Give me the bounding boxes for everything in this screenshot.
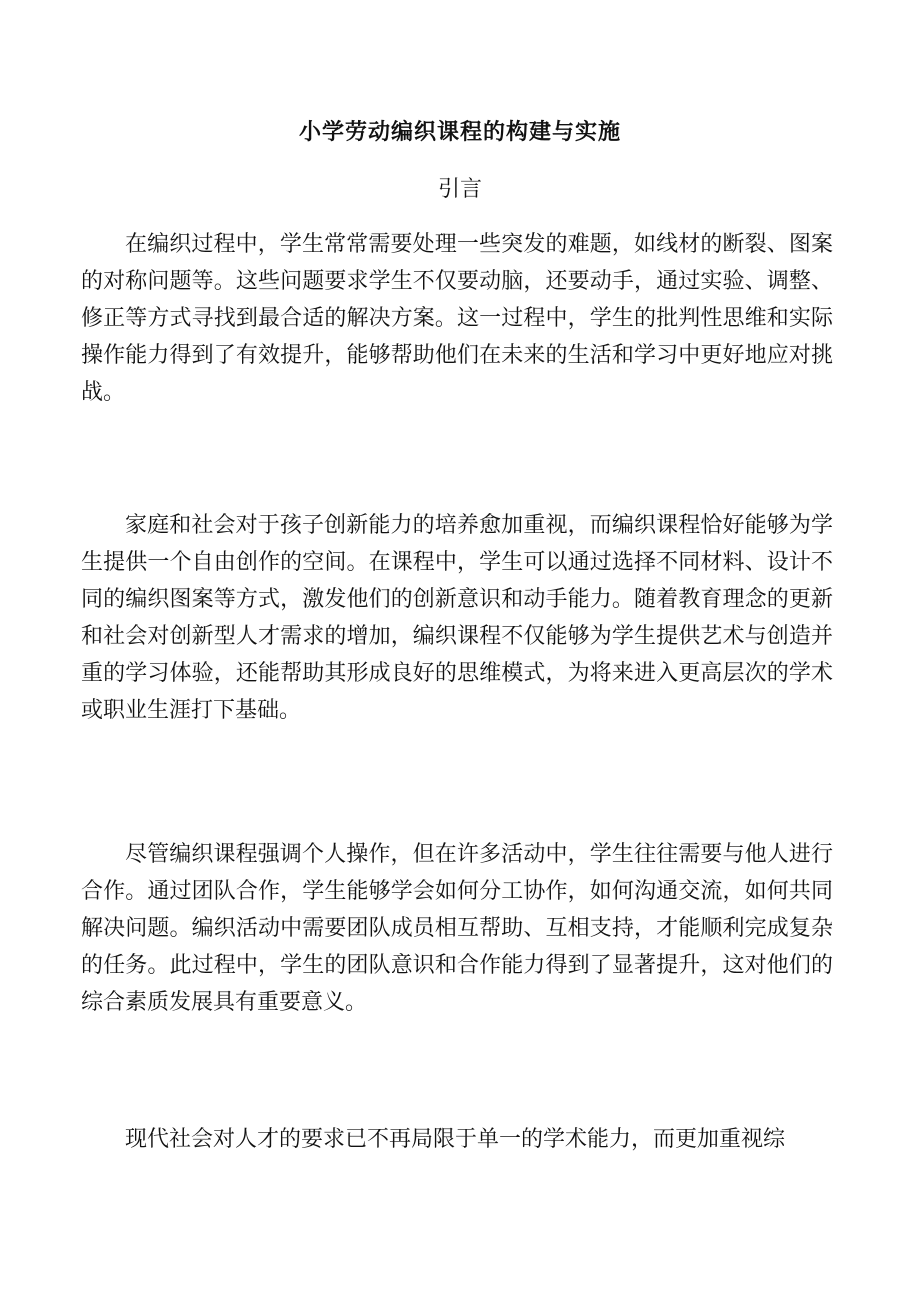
paragraph: 尽管编织课程强调个人操作，但在许多活动中，学生往往需要与他人进行合作。通过团队合作，学生能够学会如何分工协作，如何沟通交流，如何共同解决问题。编织活动中需要团队成员相互帮助、互相支持，才能顺利完成复杂的任务。此过程中，学生的团队意识和合作能力得到了显著提升，这对他们的综合素质发展具有重要意义。 [81,842,833,1015]
document-title: 小学劳动编织课程的构建与实施 [298,119,621,145]
section-heading: 引言 [437,177,482,202]
paragraph: 现代社会对人才的要求已不再局限于单一的学术能力，而更加重视综 [125,1127,786,1152]
paragraph: 在编织过程中，学生常常需要处理一些突发的难题，如线材的断裂、图案的对称问题等。这些问题要求学生不仅要动脑，还要动手，通过实验、调整、修正等方式寻找到最合适的解决方案。这一过程中，学生的批判性思维和实际操作能力得到了有效提升，能够帮助他们在未来的生活和学习中更好地应对挑战。 [81,232,833,405]
paragraph: 家庭和社会对于孩子创新能力的培养愈加重视，而编织课程恰好能够为学生提供一个自由创作的空间。在课程中，学生可以通过选择不同材料、设计不同的编织图案等方式，激发他们的创新意识和动手能力。随着教育理念的更新和社会对创新型人才需求的增加，编织课程不仅能够为学生提供艺术与创造并重的学习体验，还能帮助其形成良好的思维模式，为将来进入更高层次的学术或职业生涯打下基础。 [81,513,833,723]
